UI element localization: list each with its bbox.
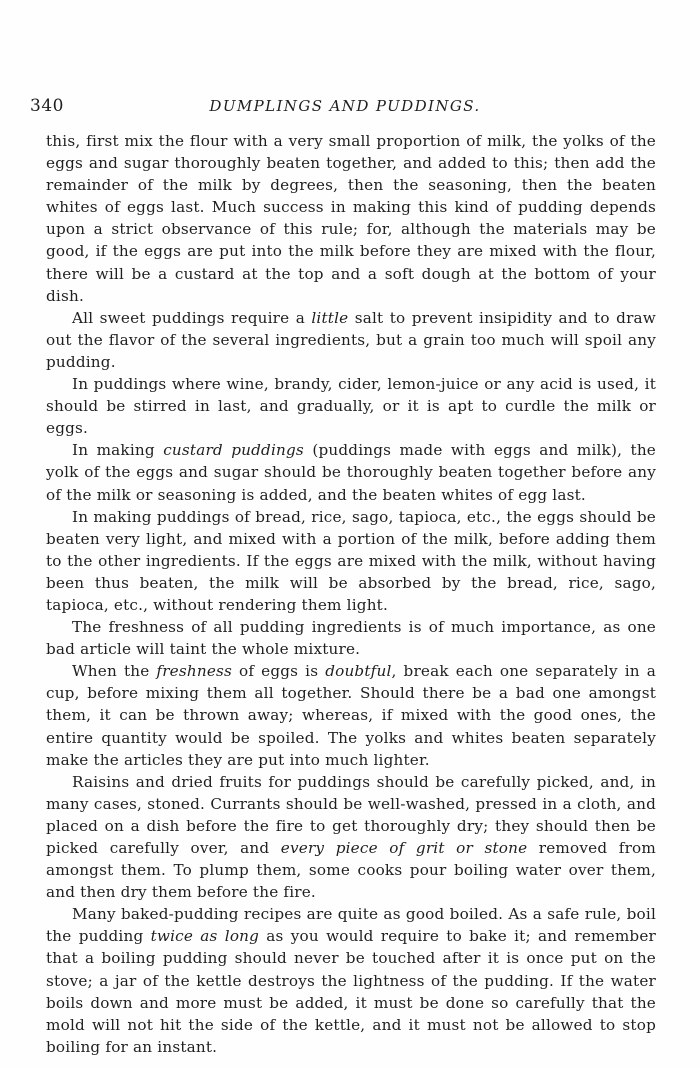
italic-text: twice as long xyxy=(150,927,260,946)
text-segment: In making puddings of bread, rice, sago, tapioca, etc., the eggs should be beaten very light, and mixed with a portion of the milk, before adding them to the other ingredients. If the eggs are mixed with the milk, without having been thus beaten, the milk will be absorbed by the bread, rice, sago, tapioca, etc., without rendering them light. xyxy=(46,507,656,614)
italic-text: every piece of grit or stone xyxy=(280,839,528,857)
paragraph xyxy=(46,506,656,616)
paragraph xyxy=(46,439,656,505)
italic-text: custard puddings xyxy=(163,441,304,460)
text-segment: , break each one separately in a cup, before mixing them all together. Should there be a bad one amongst them, it can be thrown away; whereas, if mixed with the good ones, the entire quantity would be spoiled. The yolks and whites beaten separately make the articles they are put into much lighter. xyxy=(46,662,657,769)
text-segment: In puddings where wine, brandy, cider, lemon-juice or any acid is used, it should be stirred in last, and gradually, or it is apt to curdle the milk or eggs. xyxy=(46,375,656,438)
text-segment: The freshness of all pudding ingredients is of much importance, as one bad article will taint the whole mixture. xyxy=(46,618,656,659)
text-segment: Many baked-pudding recipes are quite as good boiled. As a safe rule, boil the pudding xyxy=(46,905,656,946)
text-segment: When the xyxy=(72,662,157,681)
text-segment: In making xyxy=(72,441,164,460)
text-segment: All sweet puddings require a xyxy=(72,308,312,327)
paragraph xyxy=(46,307,656,373)
paragraph xyxy=(46,660,656,770)
paragraph xyxy=(46,903,656,1058)
page-number: 340 xyxy=(30,96,64,116)
text-segment: this, first mix the flour with a very small proportion of milk, the yolks of the eggs and sugar thoroughly beaten together, and added to this; then add the remainder of the milk by degrees, then the seasoning, then the beaten whites of eggs last. Much success in making this kind of pudding depends upon a strict observance of this rule; for, although the materials may be good, if the eggs are put into the milk before they are mixed with the flour, there will be a custard at the top and a soft dough at the bottom of your dish. xyxy=(46,132,656,305)
paragraph xyxy=(46,373,656,439)
italic-text: little xyxy=(311,308,349,327)
text-segment: as you would require to bake it; and remember that a boiling pudding should never be touched after it is once put on the stove; a jar of the kettle destroys the lightness of the pudding. If the water boils down and more must be added, it must be done so carefully that the mold will not hit the side of the kettle, and it must not be allowed to stop boiling for an instant. xyxy=(46,927,656,1056)
text-segment: (puddings made with eggs and milk), the yolk of the eggs and sugar should be thoroughly beaten together before any of the milk or seasoning is added, and the beaten whites of egg last. xyxy=(46,441,656,504)
text-segment: salt to prevent insipidity and to draw out the flavor of the several ingredients, but a grain too much will spoil any pudding. xyxy=(46,308,656,371)
italic-text: freshness xyxy=(156,662,233,681)
running-title: DUMPLINGS AND PUDDINGS. xyxy=(209,97,481,115)
page-header xyxy=(30,96,660,120)
paragraph xyxy=(46,130,656,307)
paragraph xyxy=(46,616,656,660)
text-segment: Raisins and dried fruits for puddings should be carefully picked, and, in many cases, stoned. Currants should be well-washed, pressed in a cloth, and placed on a dish before the fire to get thoroughly dry; they should then be picked carefully over, and xyxy=(46,772,656,857)
paragraph xyxy=(46,771,656,904)
text-segment: removed from amongst them. To plump them, some cooks pour boiling water over them, and then dry them before the fire. xyxy=(46,839,656,902)
body-text xyxy=(46,130,656,1058)
italic-text: doubtful xyxy=(325,662,392,681)
text-segment: of eggs is xyxy=(232,662,326,681)
